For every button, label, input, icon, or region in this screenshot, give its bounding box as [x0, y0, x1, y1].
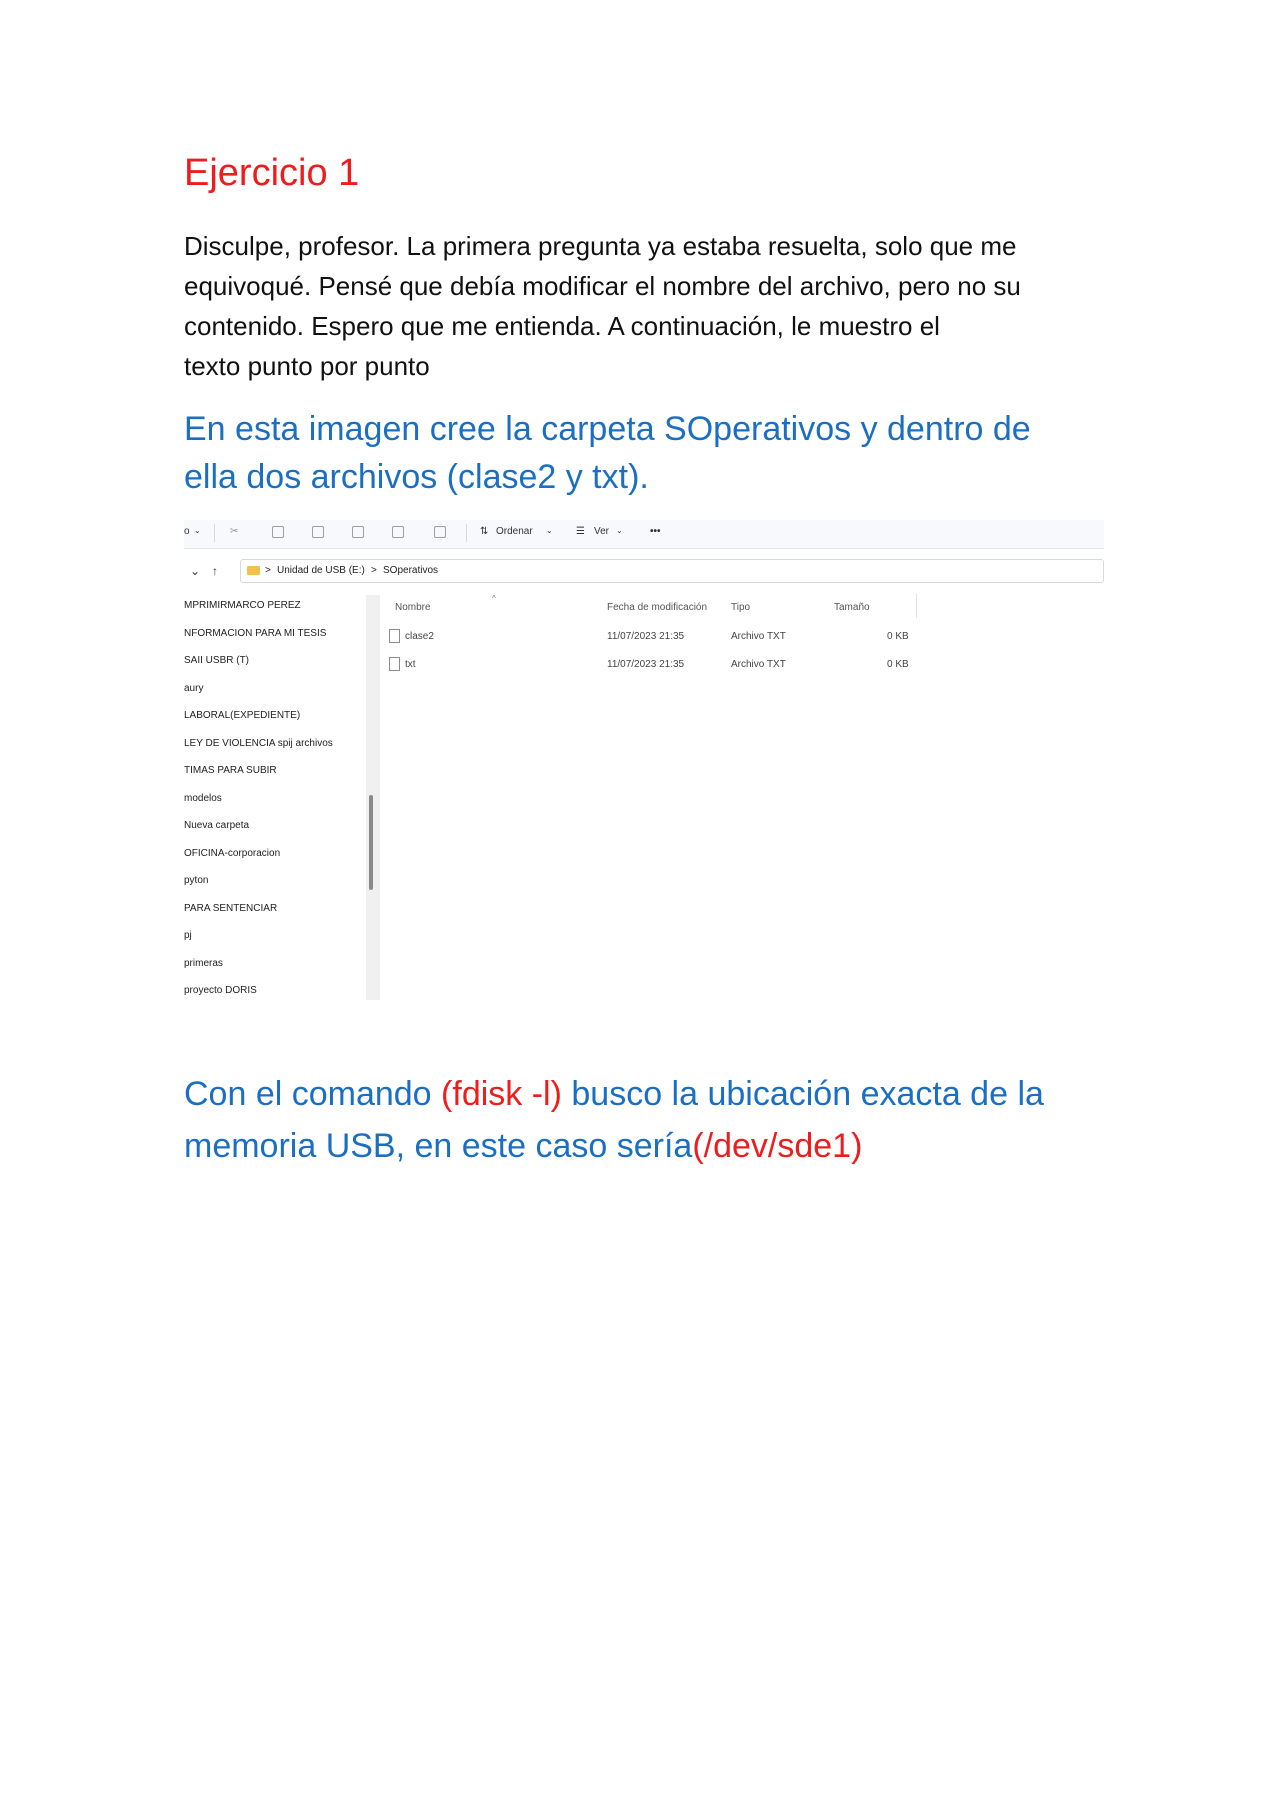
- file-modified: 11/07/2023 21:35: [607, 659, 685, 670]
- column-header-name[interactable]: Nombre: [395, 602, 431, 613]
- toolbar-divider: [214, 524, 215, 542]
- caption-line: ella dos archivos (clase2 y txt).: [184, 458, 649, 496]
- command-line-1: [184, 1068, 1144, 1120]
- file-type: Archivo TXT: [731, 659, 786, 670]
- file-list: [389, 592, 1104, 1000]
- fdisk-command: (fdisk -l): [441, 1075, 562, 1113]
- column-header-size[interactable]: Tamaño: [834, 602, 870, 613]
- nav-folder-item[interactable]: OFICINA-corporacion: [184, 848, 281, 859]
- scrollbar-thumb[interactable]: [369, 795, 373, 890]
- breadcrumb-separator: >: [265, 565, 271, 576]
- text-file-icon: [389, 629, 400, 643]
- caption-line: En esta imagen cree la carpeta SOperativos y dentro de: [184, 410, 1031, 448]
- chevron-down-icon[interactable]: ⌄: [194, 526, 201, 535]
- nav-folder-item[interactable]: MPRIMIRMARCO PEREZ: [184, 600, 301, 611]
- file-size: 0 KB: [887, 659, 909, 670]
- file-modified: 11/07/2023 21:35: [607, 631, 685, 642]
- more-options-button[interactable]: •••: [650, 526, 661, 537]
- view-button[interactable]: Ver: [594, 526, 610, 537]
- nav-folder-item[interactable]: TIMAS PARA SUBIR: [184, 765, 277, 776]
- chevron-down-icon[interactable]: ⌄: [616, 526, 623, 535]
- explorer-toolbar: [184, 520, 1104, 549]
- sort-button[interactable]: Ordenar: [496, 526, 533, 537]
- command-line-2: [184, 1120, 1144, 1172]
- nav-folder-item[interactable]: pj: [184, 930, 192, 941]
- sort-icon[interactable]: ⇅: [480, 526, 489, 537]
- paragraph-line: texto punto por punto: [184, 351, 430, 381]
- rename-icon[interactable]: [352, 526, 364, 538]
- device-path: (/dev/sde1): [692, 1127, 863, 1165]
- file-row[interactable]: [389, 628, 909, 648]
- paragraph-line: Disculpe, profesor. La primera pregunta ya estaba resuelta, solo que me: [184, 231, 1017, 261]
- paste-icon[interactable]: [312, 526, 324, 538]
- share-icon[interactable]: [392, 526, 404, 538]
- paragraph-line: contenido. Espero que me entienda. A continuación, le muestro el: [184, 311, 940, 341]
- file-name: txt: [405, 659, 416, 670]
- file-size: 0 KB: [887, 631, 909, 642]
- chevron-down-icon[interactable]: ⌄: [546, 526, 553, 535]
- new-button[interactable]: o: [184, 526, 190, 537]
- nav-folder-item[interactable]: LEY DE VIOLENCIA spij archivos: [184, 738, 333, 749]
- file-explorer-screenshot: [184, 520, 1104, 1000]
- delete-icon[interactable]: [434, 526, 446, 538]
- nav-folder-item[interactable]: modelos: [184, 793, 222, 804]
- nav-folder-item[interactable]: proyecto DORIS: [184, 985, 257, 996]
- recent-locations-button[interactable]: ⌄: [190, 564, 201, 578]
- text-file-icon: [389, 657, 400, 671]
- copy-icon[interactable]: [272, 526, 284, 538]
- image-caption: [184, 405, 1124, 501]
- breadcrumb-soperativos[interactable]: SOperativos: [383, 565, 439, 576]
- address-bar[interactable]: [240, 559, 1104, 583]
- folder-icon: [247, 566, 260, 575]
- nav-folder-item[interactable]: PARA SENTENCIAR: [184, 903, 278, 914]
- up-arrow-icon[interactable]: ↑: [212, 564, 218, 578]
- navigation-pane: [184, 592, 379, 1000]
- breadcrumb-usb-drive[interactable]: Unidad de USB (E:): [277, 565, 365, 576]
- apology-paragraph: [184, 226, 1084, 386]
- column-divider: [916, 594, 917, 618]
- nav-folder-item[interactable]: SAII USBR (T): [184, 655, 250, 666]
- command-text-part: busco la ubicación exacta de la: [561, 1075, 1044, 1113]
- command-text-part: Con el comando: [184, 1075, 442, 1113]
- command-explanation: [184, 1068, 1144, 1172]
- nav-folder-item[interactable]: pyton: [184, 875, 209, 886]
- file-type: Archivo TXT: [731, 631, 786, 642]
- nav-folder-item[interactable]: primeras: [184, 958, 223, 969]
- column-header-modified[interactable]: Fecha de modificación: [607, 602, 708, 613]
- cut-icon[interactable]: ✂: [230, 526, 239, 537]
- view-icon[interactable]: ☰: [576, 526, 585, 537]
- toolbar-divider: [466, 524, 467, 542]
- address-bar-row: [184, 556, 1104, 586]
- breadcrumb-separator: >: [371, 565, 377, 576]
- column-header-type[interactable]: Tipo: [731, 602, 751, 613]
- nav-scrollbar[interactable]: [366, 595, 380, 1000]
- nav-folder-item[interactable]: NFORMACION PARA MI TESIS: [184, 628, 327, 639]
- paragraph-line: equivoqué. Pensé que debía modificar el nombre del archivo, pero no su: [184, 271, 1021, 301]
- nav-folder-item[interactable]: Nueva carpeta: [184, 820, 250, 831]
- file-name: clase2: [405, 631, 434, 642]
- command-text-part: memoria USB, en este caso sería: [184, 1127, 693, 1165]
- file-row[interactable]: [389, 656, 909, 676]
- exercise-title: Ejercicio 1: [184, 152, 360, 194]
- sort-indicator-icon: ^: [492, 594, 496, 603]
- nav-folder-item[interactable]: aury: [184, 683, 204, 694]
- nav-folder-item[interactable]: LABORAL(EXPEDIENTE): [184, 710, 301, 721]
